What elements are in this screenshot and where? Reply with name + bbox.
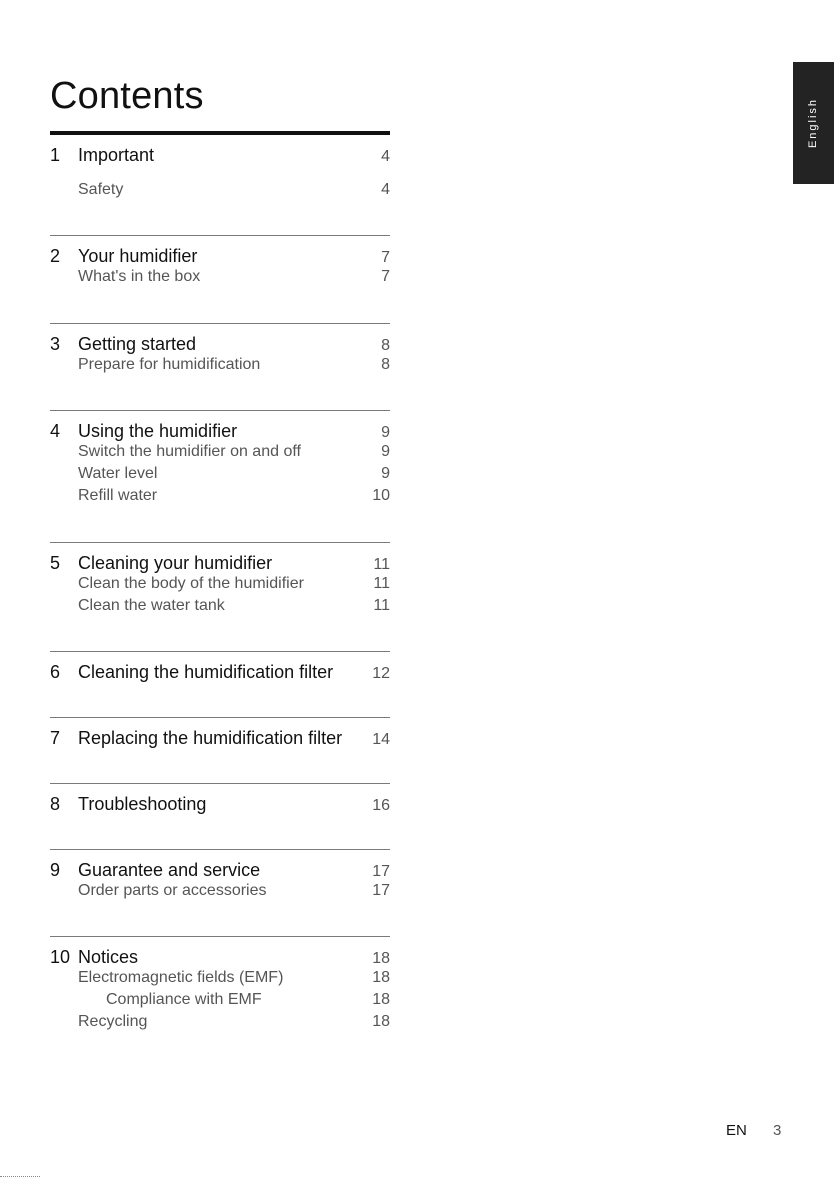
section-divider — [50, 849, 390, 850]
toc-chapter-7[interactable] — [50, 728, 390, 750]
subitem-page-number: 18 — [372, 991, 390, 1008]
chapter-title: Replacing the humidification filter — [78, 728, 343, 748]
subitem-page-number: 9 — [381, 465, 390, 482]
section-divider — [50, 783, 390, 784]
chapter-number: 9 — [50, 860, 61, 880]
chapter-page-number: 17 — [372, 863, 390, 880]
chapter-number: 1 — [50, 145, 61, 165]
chapter-number: 6 — [50, 662, 61, 682]
subitem-title: Refill water — [78, 487, 158, 504]
toc-chapter-2[interactable] — [50, 246, 390, 268]
subitem-page-number: 7 — [381, 268, 390, 285]
chapter-title: Guarantee and service — [78, 860, 261, 880]
chapter-number: 8 — [50, 794, 61, 814]
subitem-title: Switch the humidifier on and off — [78, 443, 301, 460]
chapter-page-number: 14 — [372, 731, 390, 748]
toc-section-4 — [50, 410, 390, 509]
section-divider — [50, 410, 390, 411]
subitem-title: Safety — [78, 181, 124, 198]
chapter-number: 4 — [50, 421, 61, 441]
chapter-title: Notices — [78, 947, 139, 967]
subitem-title: Electromagnetic fields (EMF) — [78, 969, 284, 986]
toc-section-6 — [50, 651, 390, 684]
toc-section-8 — [50, 783, 390, 816]
toc-subitem[interactable] — [50, 882, 390, 904]
chapter-page-number: 7 — [381, 249, 390, 266]
chapter-title: Cleaning your humidifier — [78, 553, 273, 573]
language-tab-label: English — [807, 97, 820, 149]
subitem-title: Clean the water tank — [78, 597, 225, 614]
subitem-title: Recycling — [78, 1013, 148, 1030]
toc-subitem[interactable] — [50, 181, 390, 203]
toc-section-9 — [50, 849, 390, 904]
toc-chapter-3[interactable] — [50, 334, 390, 356]
section-divider — [50, 323, 390, 324]
toc-chapter-10[interactable] — [50, 947, 390, 969]
chapter-page-number: 8 — [381, 337, 390, 354]
toc-section-7 — [50, 717, 390, 750]
toc-subitem[interactable] — [50, 597, 390, 619]
toc-subitem[interactable] — [50, 465, 390, 487]
section-divider — [50, 651, 390, 652]
chapter-page-number: 12 — [372, 665, 390, 682]
subitem-page-number: 8 — [381, 356, 390, 373]
chapter-title: Getting started — [78, 334, 197, 354]
language-tab — [793, 62, 834, 184]
toc-section-3 — [50, 323, 390, 378]
subitem-title: Water level — [78, 465, 158, 482]
toc-section-1 — [50, 131, 390, 203]
section-divider — [50, 717, 390, 718]
section-divider — [50, 235, 390, 236]
footer-page-number: 3 — [773, 1122, 782, 1139]
crop-mark — [0, 1176, 40, 1179]
toc-chapter-5[interactable] — [50, 553, 390, 575]
subitem-title: Compliance with EMF — [106, 991, 262, 1008]
toc-subitem[interactable] — [50, 356, 390, 378]
toc-chapter-6[interactable] — [50, 662, 390, 684]
subitem-title: Prepare for humidification — [78, 356, 261, 373]
toc-section-10 — [50, 936, 390, 1035]
chapter-title: Your humidifier — [78, 246, 198, 266]
section-divider — [50, 131, 390, 135]
subitem-page-number: 18 — [372, 969, 390, 986]
chapter-page-number: 11 — [373, 556, 390, 573]
section-divider — [50, 542, 390, 543]
toc-subitem[interactable] — [50, 487, 390, 509]
toc-subitem[interactable] — [50, 268, 390, 290]
chapter-title: Cleaning the humidification filter — [78, 662, 334, 682]
subitem-page-number: 11 — [373, 575, 390, 592]
subitem-page-number: 17 — [372, 882, 390, 899]
toc-subitem[interactable] — [50, 443, 390, 465]
chapter-number: 5 — [50, 553, 61, 573]
chapter-page-number: 9 — [381, 424, 390, 441]
section-divider — [50, 936, 390, 937]
chapter-page-number: 4 — [381, 148, 390, 165]
chapter-title: Troubleshooting — [78, 794, 207, 814]
toc-chapter-9[interactable] — [50, 860, 390, 882]
chapter-number: 10 — [50, 947, 71, 967]
chapter-title: Using the humidifier — [78, 421, 238, 441]
subitem-title: Clean the body of the humidifier — [78, 575, 304, 592]
chapter-title: Important — [78, 145, 155, 165]
subitem-page-number: 18 — [372, 1013, 390, 1030]
toc-subitem[interactable] — [50, 575, 390, 597]
toc-chapter-1[interactable] — [50, 145, 390, 167]
toc-subitem[interactable] — [50, 1013, 390, 1035]
subitem-title: Order parts or accessories — [78, 882, 267, 899]
chapter-number: 3 — [50, 334, 61, 354]
chapter-page-number: 18 — [372, 950, 390, 967]
subitem-page-number: 10 — [372, 487, 390, 504]
toc-section-5 — [50, 542, 390, 619]
page-title: Contents — [50, 75, 204, 118]
toc-chapter-8[interactable] — [50, 794, 390, 816]
toc-subitem[interactable] — [50, 969, 390, 991]
toc-section-2 — [50, 235, 390, 290]
subitem-page-number: 9 — [381, 443, 390, 460]
chapter-page-number: 16 — [372, 797, 390, 814]
chapter-number: 7 — [50, 728, 61, 748]
toc-chapter-4[interactable] — [50, 421, 390, 443]
subitem-title: What's in the box — [78, 268, 201, 285]
toc-subitem-nested[interactable] — [50, 991, 390, 1013]
subitem-page-number: 4 — [381, 181, 390, 198]
footer-language: EN — [726, 1122, 747, 1139]
subitem-page-number: 11 — [373, 597, 390, 614]
chapter-number: 2 — [50, 246, 61, 266]
